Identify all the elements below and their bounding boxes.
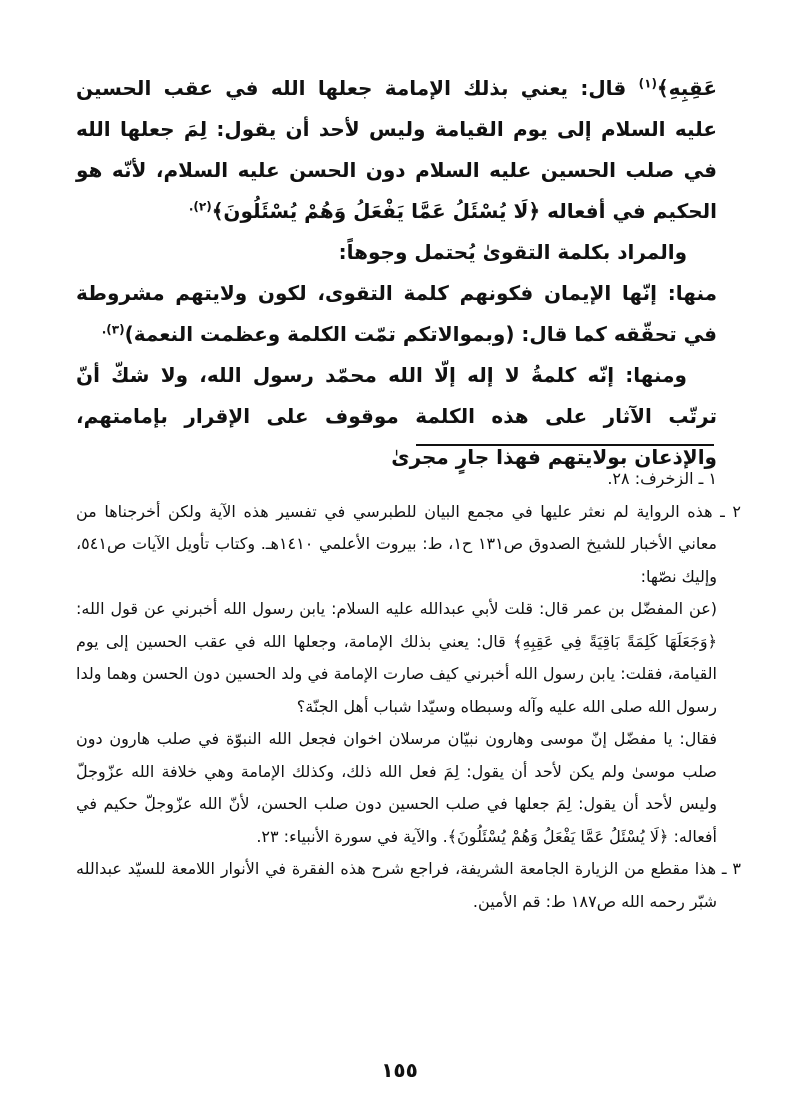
paragraph-text-start: عَقِبِهِ﴾ xyxy=(656,76,717,100)
paragraph-text-rest: قال: يعني بذلك الإمامة جعلها الله في عقب الحسين عليه السلام إلى يوم القيامة وليس لأحد أن يقول: لِمَ جعلها الله في صلب الحسين عليه السلام دون الحسن عليه السلام، لأنّه هو الحكيم في أفعاله ﴿لَا يُسْئَلُ عَمَّا يَفْعَلُ وَهُمْ يُسْئَلُونَ﴾ xyxy=(76,76,717,223)
footnote-divider xyxy=(416,444,714,446)
footnote-2-quote: (عن المفضّل بن عمر قال: قلت لأبي عبدالله عليه السلام: يابن رسول الله أخبرني عن قول الله: ﴿وَجَعَلَهَا كَلِمَةً بَاقِيَةً فِي عَقِبِهِ﴾ قال: يعني بذلك الإمامة، وجعلها الله في عقب الحسين إلى يوم القيامة، فقلت: يابن رسول الله أخبرني كيف صارت الإمامة في ولد الحسين دون الحسن وهما ولدا رسول الله صلى الله عليه وآله وسبطاه وسيّدا شباب أهل الجنّة؟ xyxy=(76,599,717,716)
page-number: ١٥٥ xyxy=(381,1058,418,1082)
footnote-ref-first: (١) xyxy=(638,76,657,91)
main-text xyxy=(76,68,717,478)
paragraph xyxy=(76,355,717,478)
footnote-3: ٣ ـ هذا مقطع من الزيارة الجامعة الشريفة، فراجع شرح هذه الفقرة في الأنوار اللامعة للسيّد عبدالله شبّر رحمه الله ص١٨٧ ط: قم الأمين. xyxy=(76,859,741,911)
footnote-1: ١ ـ الزخرف: ٢٨. xyxy=(607,469,717,488)
footnote-2-answer: فقال: يا مفضّل إنّ موسى وهارون نبيّان مرسلان اخوان فجعل الله النبوّة في صلب هارون دون صلب موسىٰ ولم يكن لأحد أن يقول: لِمَ فعل الله ذلك، وكذلك الإمامة وهي خلافة الله عزّوجلّ وليس لأحد أن يقول: لِمَ جعلها في صلب الحسين دون صلب الحسن، لأنّ الله عزّوجلّ حكيم في أفعاله: ﴿لَا يُسْئَلُ عَمَّا يَفْعَلُ وَهُمْ يُسْئَلُونَ﴾. والآية في سورة الأنبياء: ٢٣. xyxy=(76,729,717,846)
paragraph xyxy=(76,232,717,273)
footnotes xyxy=(76,463,741,918)
paragraph xyxy=(76,273,717,355)
paragraph-text: والمراد بكلمة التقوىٰ يُحتمل وجوهاً: xyxy=(338,240,687,264)
footnote-ref: (٢). xyxy=(188,199,212,214)
footnote-ref: (٣). xyxy=(101,322,125,337)
paragraph-text: منها: إنّها الإيمان فكونهم كلمة التقوى، لكون ولايتهم مشروطة في تحقّقه كما قال: (وبموالاتكم تمّت الكلمة وعظمت النعمة) xyxy=(76,281,717,346)
paragraph-text: ومنها: إنّه كلمةُ لا إله إلّا الله محمّد رسول الله، ولا شكّ أنّ ترتّب الآثار على هذه الكلمة موقوف على الإقرار بإمامتهم، والإذعان بولايتهم فهذا جارٍ مجرىٰ xyxy=(76,363,717,469)
paragraph-text xyxy=(76,76,717,223)
paragraph xyxy=(76,68,717,232)
footnote-2: ٢ ـ هذه الرواية لم نعثر عليها في مجمع البيان للطبرسي في تفسير هذه الآية ولكن أخرجناها من معاني الأخبار للشيخ الصدوق ص١٣١ ح١، ط: بيروت الأعلمي ١٤١٠هـ. وكتاب تأويل الآيات ص٥٤١، وإليك نصّها: xyxy=(76,501,741,586)
